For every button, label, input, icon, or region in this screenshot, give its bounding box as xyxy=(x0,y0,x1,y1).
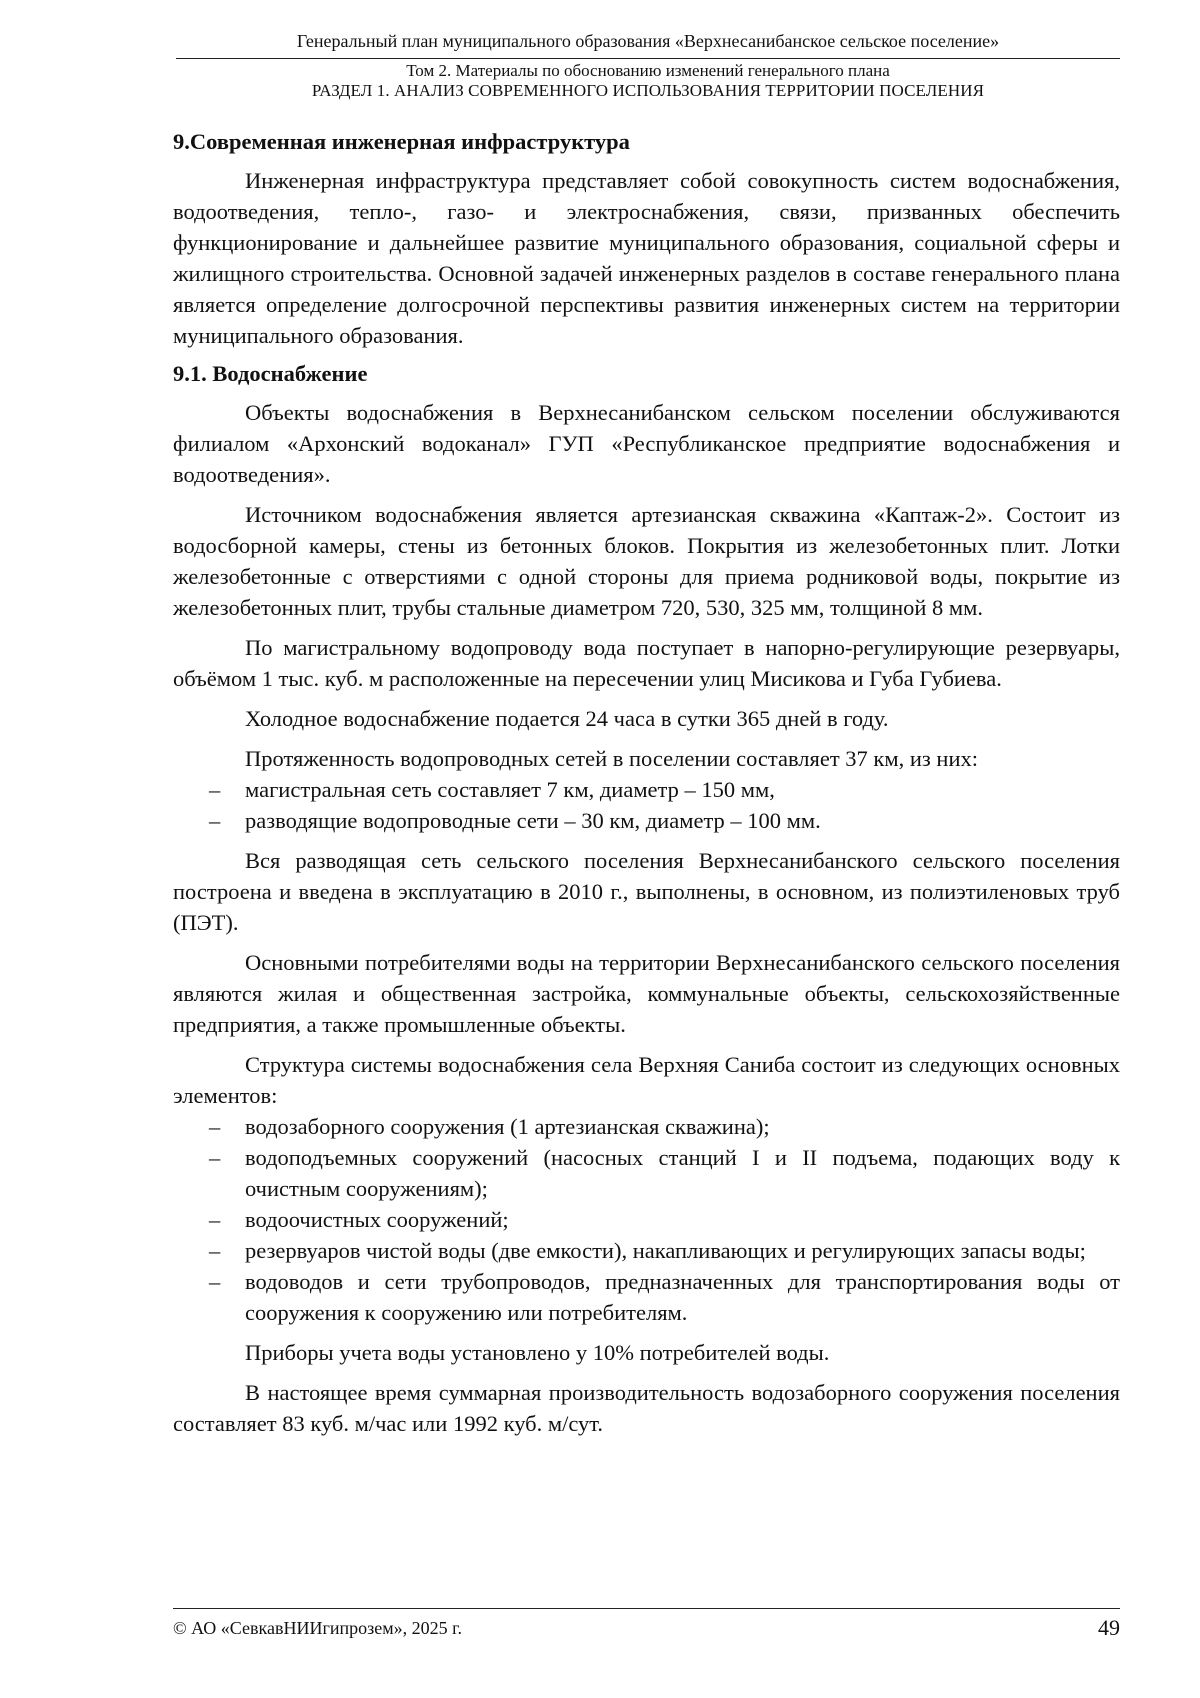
paragraph-distribution-network: Вся разводящая сеть сельского поселения Верхнесанибанского сельского поселения построена и введена в эксплуатацию в 2010 г., выполнены, в основном, из полиэтиленовых труб (ПЭТ). xyxy=(173,848,1120,935)
list-marker: – xyxy=(209,1238,221,1263)
paragraph-system-structure: Структура системы водоснабжения села Верхняя Саниба состоит из следующих основных элементов: xyxy=(173,1052,1120,1108)
paragraph-main-pipeline: По магистральному водопроводу вода поступает в напорно-регулирующие резервуары, объёмом 1 тыс. куб. м расположенные на пересечении улиц Мисикова и Губа Губиева. xyxy=(173,635,1120,691)
paragraph-water-source: Источником водоснабжения является артезианская скважина «Каптаж-2». Состоит из водосборной камеры, стены из бетонных блоков. Покрытия из железобетонных плит. Лотки железобетонные с отверстиями с одной стороны для приема родниковой воды, покрытие из железобетонных плит, трубы стальные диаметром 720, 530, 325 мм, толщиной 8 мм. xyxy=(173,502,1120,620)
paragraph-capacity: В настоящее время суммарная производительность водозаборного сооружения поселения составляет 83 куб. м/час или 1992 куб. м/сут. xyxy=(173,1380,1120,1436)
paragraph-water-objects: Объекты водоснабжения в Верхнесанибанском сельском поселении обслуживаются филиалом «Архонский водоканал» ГУП «Республиканское предприятие водоснабжения и водоотведения». xyxy=(173,400,1120,487)
list-marker: – xyxy=(209,1207,221,1232)
header-volume: Том 2. Материалы по обоснованию изменений генерального плана xyxy=(406,61,890,80)
footer-rule xyxy=(173,1608,1120,1609)
header-section: РАЗДЕЛ 1. АНАЛИЗ СОВРЕМЕННОГО ИСПОЛЬЗОВАНИЯ ТЕРРИТОРИИ ПОСЕЛЕНИЯ xyxy=(311,81,985,100)
paragraph-cold-water: Холодное водоснабжение подается 24 часа в сутки 365 дней в году. xyxy=(245,706,889,731)
footer-copyright: © АО «СевкавНИИгипрозем», 2025 г. xyxy=(173,1618,462,1638)
list-item: – водоводов и сети трубопроводов, предназначенных для транспортирования воды от сооружения к сооружению или потребителям. xyxy=(173,1266,1120,1328)
paragraph-consumers: Основными потребителями воды на территории Верхнесанибанского сельского поселения являются жилая и общественная застройка, коммунальные объекты, сельскохозяйственные предприятия, а также промышленные объекты. xyxy=(173,950,1120,1037)
paragraph-network-length: Протяженность водопроводных сетей в поселении составляет 37 км, из них: xyxy=(245,746,978,771)
system-structure-list xyxy=(173,1111,1120,1328)
section-9-heading: 9.Современная инженерная инфраструктура xyxy=(173,129,630,154)
list-marker: – xyxy=(209,808,221,833)
list-item: – магистральная сеть составляет 7 км, диаметр – 150 мм, xyxy=(173,774,1120,805)
section-9-1-heading: 9.1. Водоснабжение xyxy=(173,361,368,386)
page-header xyxy=(176,30,1120,101)
page-number: 49 xyxy=(1098,1615,1120,1640)
header-title: Генеральный план муниципального образования «Верхнесанибанское сельское поселение» xyxy=(296,31,1000,51)
list-item: – резервуаров чистой воды (две емкости), накапливающих и регулирующих запасы воды; xyxy=(173,1235,1120,1266)
list-item: – водоочистных сооружений; xyxy=(173,1204,1120,1235)
list-marker: – xyxy=(209,777,221,802)
paragraph-meters: Приборы учета воды установлено у 10% потребителей воды. xyxy=(245,1340,830,1365)
page-footer xyxy=(173,1608,1120,1641)
section-9-paragraph: Инженерная инфраструктура представляет собой совокупность систем водоснабжения, водоотведения, тепло-, газо- и электроснабжения, связи, призванных обеспечить функционирование и дальнейшее развитие муниципального образования, социальной сферы и жилищного строительства. Основной задачей инженерных разделов в составе генерального плана является определение долгосрочной перспективы развития инженерных систем на территории муниципального образования. xyxy=(173,168,1120,348)
network-length-list xyxy=(173,774,1120,836)
list-item: – водозаборного сооружения (1 артезианская скважина); xyxy=(173,1111,1120,1142)
header-rule xyxy=(176,58,1120,59)
page-content xyxy=(173,128,1120,1448)
list-marker: – xyxy=(209,1114,221,1139)
list-marker: – xyxy=(209,1145,221,1170)
list-item: – разводящие водопроводные сети – 30 км, диаметр – 100 мм. xyxy=(173,805,1120,836)
list-item: – водоподъемных сооружений (насосных станций I и II подъема, подающих воду к очистным сооружениям); xyxy=(173,1142,1120,1204)
list-marker: – xyxy=(209,1269,221,1294)
